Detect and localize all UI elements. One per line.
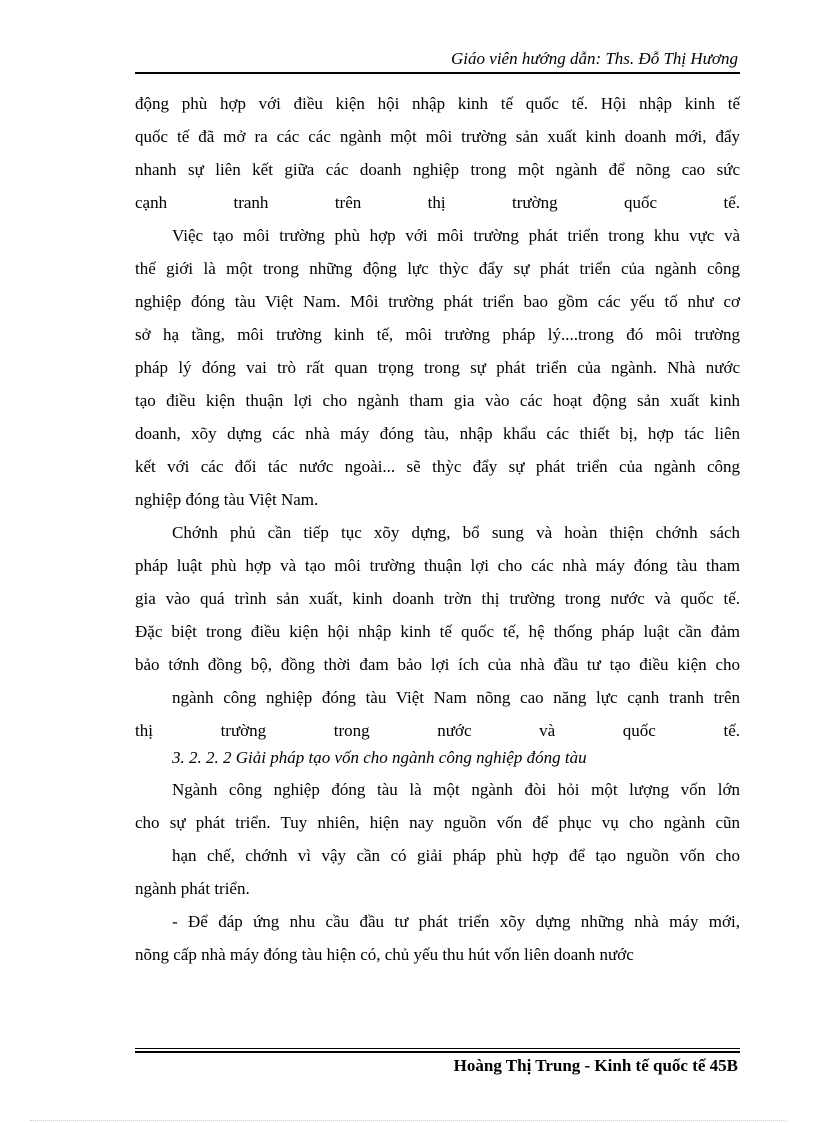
footer-rule-thick bbox=[135, 1051, 740, 1053]
body-line: Chớnh phủ cần tiếp tục xõy dựng, bổ sung và hoàn thiện chớnh sách bbox=[172, 523, 740, 542]
body-line: Ngành công nghiệp đóng tàu là một ngành đòi hỏi một lượng vốn lớn bbox=[172, 780, 740, 799]
body-line: doanh, xõy dựng các nhà máy đóng tàu, nhập khẩu các thiết bị, hợp tác liên bbox=[135, 424, 740, 443]
body-line: nghiệp đóng tàu Việt Nam. Môi trường phát triển bao gồm các yếu tố như cơ bbox=[135, 292, 740, 311]
body-line: thị trường trong nước và quốc tế. bbox=[135, 721, 740, 740]
body-line: bảo tớnh đồng bộ, đồng thời đam bảo lợi ích của nhà đầu tư tạo điều kiện cho bbox=[135, 655, 740, 674]
body-line: ngành công nghiệp đóng tàu Việt Nam nõng cao năng lực cạnh tranh trên bbox=[172, 688, 740, 707]
body-line: nghiệp đóng tàu Việt Nam. bbox=[135, 490, 319, 509]
body-line: sở hạ tầng, môi trường kinh tế, môi trường pháp lý....trong đó môi trường bbox=[135, 325, 740, 344]
header-rule bbox=[135, 72, 740, 74]
body-line: cho sự phát triển. Tuy nhiên, hiện nay nguồn vốn để phục vụ cho ngành cũn bbox=[135, 813, 740, 832]
body-line: quốc tế đã mở ra các các ngành một môi trường sản xuất kinh doanh mới, đẩy bbox=[135, 127, 740, 146]
body-line: hạn chế, chớnh vì vậy cần có giải pháp phù hợp để tạo nguồn vốn cho bbox=[172, 846, 740, 865]
body-line: nhanh sự liên kết giữa các doanh nghiệp trong một ngành để nõng cao sức bbox=[135, 160, 740, 179]
section-heading: 3. 2. 2. 2 Giải pháp tạo vốn cho ngành công nghiệp đóng tàu bbox=[172, 748, 587, 767]
body-line: pháp luật phù hợp và tạo môi trường thuận lợi cho các nhà máy đóng tàu tham bbox=[135, 556, 740, 575]
body-line: gia vào quá trình sản xuất, kinh doanh trờn thị trường trong nước và quốc tế. bbox=[135, 589, 740, 608]
body-line: cạnh tranh trên thị trường quốc tế. bbox=[135, 193, 740, 212]
body-line: ngành phát triển. bbox=[135, 879, 250, 898]
body-line: nõng cấp nhà máy đóng tàu hiện có, chủ yếu thu hút vốn liên doanh nước bbox=[135, 945, 634, 964]
body-line: động phù hợp với điều kiện hội nhập kinh tế quốc tế. Hội nhập kinh tế bbox=[135, 94, 740, 113]
body-line: tạo điều kiện thuận lợi cho ngành tham gia vào các hoạt động sản xuất kinh bbox=[135, 391, 740, 410]
body-line: Đặc biệt trong điều kiện hội nhập kinh tế quốc tế, hệ thống pháp luật cần đảm bbox=[135, 622, 740, 641]
body-line: kết với các đối tác nước ngoài... sẽ thỳc đẩy sự phát triển của ngành công bbox=[135, 457, 740, 476]
page-header: Giáo viên hướng dẫn: Ths. Đỗ Thị Hương bbox=[451, 49, 738, 68]
body-line: thế giới là một trong những động lực thỳc đẩy sự phát triển của ngành công bbox=[135, 259, 740, 278]
page-footer: Hoàng Thị Trung - Kinh tế quốc tế 45B bbox=[453, 1056, 738, 1075]
body-line: Việc tạo môi trường phù hợp với môi trường phát triển trong khu vực và bbox=[172, 226, 740, 245]
footer-rule-thin bbox=[135, 1048, 740, 1049]
body-line: pháp lý đóng vai trò rất quan trọng trong sự phát triển của ngành. Nhà nước bbox=[135, 358, 740, 377]
body-line: - Để đáp ứng nhu cầu đầu tư phát triển xõy dựng những nhà máy mới, bbox=[172, 912, 740, 931]
page-edge-divider bbox=[30, 1120, 786, 1121]
